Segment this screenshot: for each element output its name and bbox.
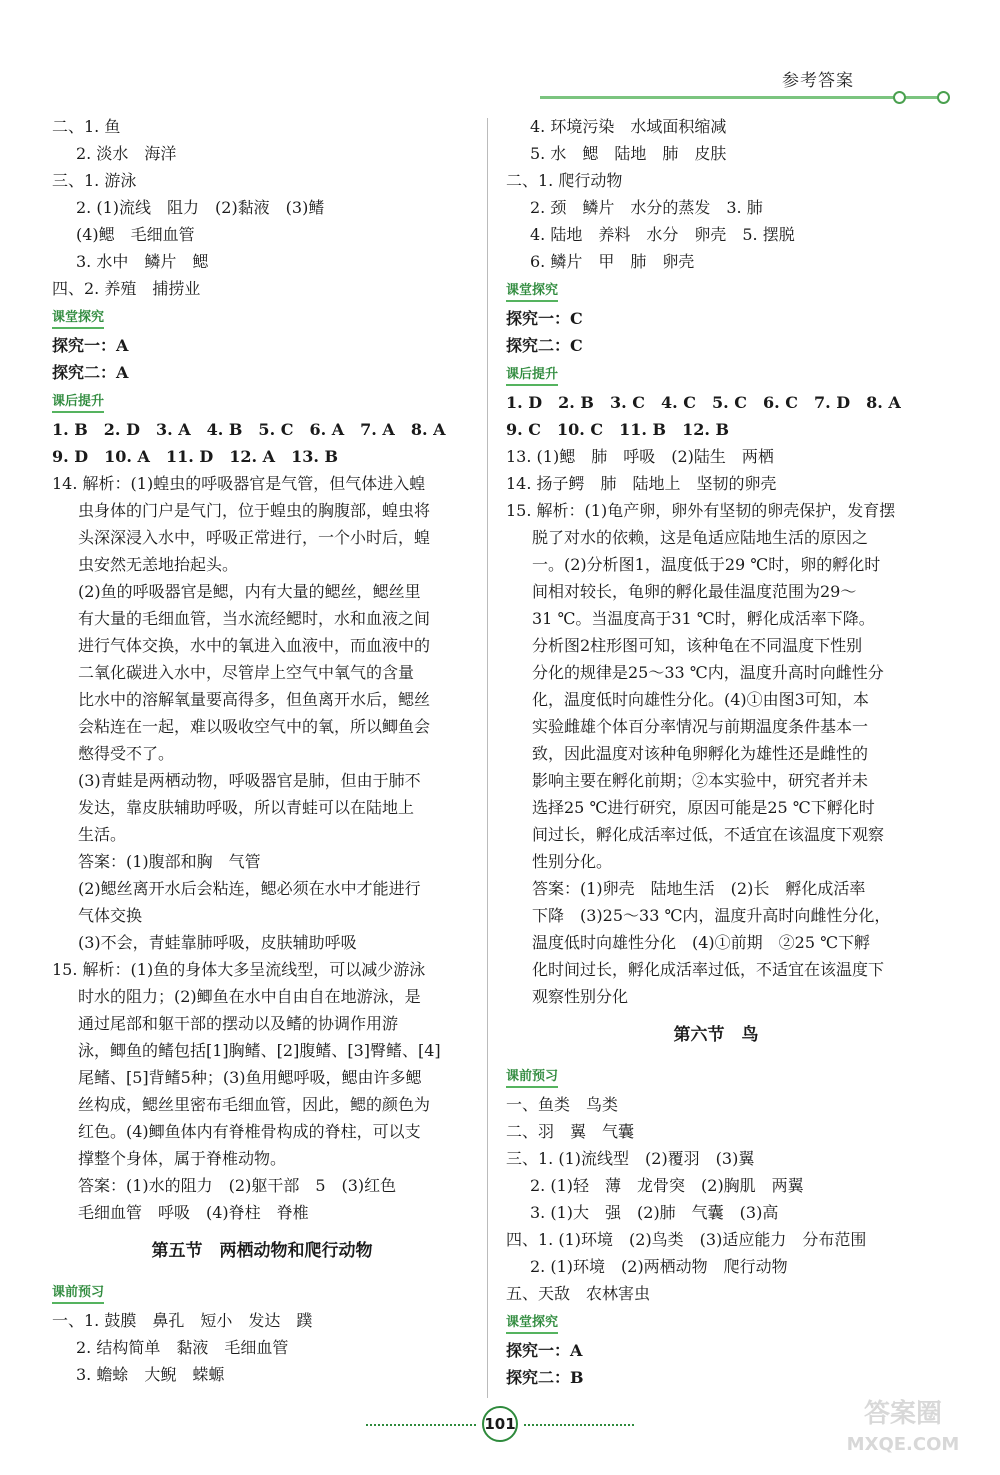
answer-line: 撑整个身体，属于脊椎动物。 bbox=[78, 1149, 287, 1168]
section-tag-row bbox=[506, 275, 926, 305]
answer-line: 探究一：A bbox=[506, 1341, 583, 1360]
answer-line: 间过长，孵化成活率过低，不适宜在该温度下观察 bbox=[532, 825, 885, 844]
section-tag-row bbox=[506, 359, 926, 389]
answer-line: 观察性别分化 bbox=[532, 987, 629, 1006]
answer-line: 化时间过长，孵化成活率过低，不适宜在该温度下 bbox=[532, 960, 885, 979]
section-tag-row bbox=[52, 386, 472, 416]
answer-line: 4. 环境污染 水域面积缩减 bbox=[530, 117, 727, 136]
section-heading: 第六节 鸟 bbox=[673, 1025, 759, 1045]
answer-line: 通过尾部和躯干部的摆动以及鳍的协调作用游 bbox=[78, 1014, 399, 1033]
answer-line: 6. 鳞片 甲 肺 卵壳 bbox=[530, 252, 695, 271]
answer-line: 2. 淡水 海洋 bbox=[76, 144, 177, 163]
answer-line: 探究二：C bbox=[506, 336, 583, 355]
answer-line: 3. 蟾蜍 大鲵 蝾螈 bbox=[76, 1365, 225, 1384]
page-header-title: 参考答案 bbox=[782, 71, 854, 91]
section-tag-row bbox=[506, 1061, 926, 1091]
answer-line: 3. (1)大 强 (2)肺 气囊 (3)高 bbox=[530, 1203, 779, 1222]
answer-line: 时水的阻力；(2)鲫鱼在水中自由自在地游泳，是 bbox=[78, 987, 421, 1006]
answer-line: 化，温度低时向雄性分化。(4)①由图3可知，本 bbox=[532, 690, 869, 709]
answer-line: 间相对较长，龟卵的孵化最佳温度范围为29～ bbox=[532, 582, 857, 601]
answer-line: 四、1. (1)环境 (2)鸟类 (3)适应能力 分布范围 bbox=[506, 1230, 867, 1249]
page-number: 101 bbox=[482, 1406, 518, 1442]
section-tag-row bbox=[52, 302, 472, 332]
header-rule bbox=[540, 96, 940, 99]
answer-line: 二氧化碳进入水中，尽管岸上空气中氧气的含量 bbox=[78, 663, 415, 682]
answer-line: 2. (1)环境 (2)两栖动物 爬行动物 bbox=[530, 1257, 788, 1276]
answer-line: 生活。 bbox=[78, 825, 127, 844]
answer-line: 二、1. 鱼 bbox=[52, 117, 121, 136]
answer-line: 脱了对水的依赖，这是龟适应陆地生活的原因之 bbox=[532, 528, 869, 547]
answer-line: 答案：(1)腹部和胸 气管 bbox=[78, 852, 261, 871]
answer-line: 一、1. 鼓膜 鼻孔 短小 发达 蹼 bbox=[52, 1311, 313, 1330]
answer-line: 下降 (3)25～33 ℃内，温度升高时向雌性分化， bbox=[532, 906, 891, 925]
answer-line: 性别分化。 bbox=[532, 852, 613, 871]
section-tag: 课堂探究 bbox=[506, 1314, 558, 1334]
answer-line: 比水中的溶解氧量要高得多，但鱼离开水后，鳃丝 bbox=[78, 690, 431, 709]
answer-line: 温度低时向雄性分化 (4)①前期 ②25 ℃下孵 bbox=[532, 933, 871, 952]
answer-line: 致，因此温度对该种龟卵孵化为雄性还是雌性的 bbox=[532, 744, 869, 763]
section-tag: 课后提升 bbox=[52, 393, 104, 413]
answer-line: 毛细血管 呼吸 (4)脊柱 脊椎 bbox=[78, 1203, 309, 1222]
header-dot-icon bbox=[893, 91, 906, 104]
answer-line: 分化的规律是25～33 ℃内，温度升高时向雌性分 bbox=[532, 663, 884, 682]
answer-line: 14. 解析：(1)蝗虫的呼吸器官是气管，但气体进入蝗 bbox=[52, 474, 426, 493]
answer-line: 有大量的毛细血管，当水流经鳃时，水和血液之间 bbox=[78, 609, 431, 628]
watermark-logo: 答案圈 MXQE.COM bbox=[846, 1399, 960, 1455]
answer-line: 选择25 ℃进行研究，原因可能是25 ℃下孵化时 bbox=[532, 798, 875, 817]
section-tag: 课堂探究 bbox=[506, 282, 558, 302]
left-column bbox=[52, 113, 472, 1388]
footer-dots-right bbox=[524, 1424, 634, 1426]
section-tag: 课堂探究 bbox=[52, 309, 104, 329]
answer-line: 2. 颈 鳞片 水分的蒸发 3. 肺 bbox=[530, 198, 763, 217]
answer-line: 探究一：C bbox=[506, 309, 583, 328]
answer-line: 5. 水 鳃 陆地 肺 皮肤 bbox=[530, 144, 727, 163]
answer-line: 泳，鲫鱼的鳍包括[1]胸鳍、[2]腹鳍、[3]臀鳍、[4] bbox=[78, 1041, 441, 1060]
answer-line: 答案：(1)卵壳 陆地生活 (2)长 孵化成活率 bbox=[532, 879, 866, 898]
answer-line: 探究二：B bbox=[506, 1368, 584, 1387]
answer-line: 虫安然无恙地抬起头。 bbox=[78, 555, 239, 574]
answer-line: 2. 结构简单 黏液 毛细血管 bbox=[76, 1338, 289, 1357]
answer-line: 一、鱼类 鸟类 bbox=[506, 1095, 619, 1114]
answer-line: 4. 陆地 养料 水分 卵壳 5. 摆脱 bbox=[530, 225, 795, 244]
answer-line: 9. C 10. C 11. B 12. B bbox=[506, 420, 730, 439]
answer-line: 2. (1)轻 薄 龙骨突 (2)胸肌 两翼 bbox=[530, 1176, 804, 1195]
answer-line: 探究二：A bbox=[52, 363, 129, 382]
answer-line: 9. D 10. A 11. D 12. A 13. B bbox=[52, 447, 339, 466]
right-column bbox=[506, 113, 926, 1391]
answer-line: 探究一：A bbox=[52, 336, 129, 355]
answer-line: 答案：(1)水的阻力 (2)躯干部 5 (3)红色 bbox=[78, 1176, 397, 1195]
answer-line: 尾鳍、[5]背鳍5种；(3)鱼用鳃呼吸，鳃由许多鳃 bbox=[78, 1068, 422, 1087]
answer-line: 14. 扬子鳄 肺 陆地上 坚韧的卵壳 bbox=[506, 474, 777, 493]
header-dot-icon bbox=[937, 91, 950, 104]
answer-line: 分析图2柱形图可知，该种龟在不同温度下性别 bbox=[532, 636, 863, 655]
answer-line: 1. D 2. B 3. C 4. C 5. C 6. C 7. D 8. A bbox=[506, 393, 901, 412]
section-tag: 课前预习 bbox=[506, 1068, 558, 1088]
column-divider bbox=[487, 118, 488, 1398]
answer-line: (4)鳃 毛细血管 bbox=[76, 225, 195, 244]
answer-line: 虫身体的门户是气门，位于蝗虫的胸腹部，蝗虫将 bbox=[78, 501, 431, 520]
answer-line: 发达，靠皮肤辅助呼吸，所以青蛙可以在陆地上 bbox=[78, 798, 415, 817]
section-tag-row bbox=[52, 1277, 472, 1307]
answer-line: 实验雌雄个体百分率情况与前期温度条件基本一 bbox=[532, 717, 869, 736]
section-tag: 课前预习 bbox=[52, 1284, 104, 1304]
answer-line: 15. 解析：(1)龟产卵，卵外有坚韧的卵壳保护，发育摆 bbox=[506, 501, 896, 520]
answer-line: 气体交换 bbox=[78, 906, 143, 925]
answer-line: 五、天敌 农林害虫 bbox=[506, 1284, 651, 1303]
answer-line: 三、1. (1)流线型 (2)覆羽 (3)翼 bbox=[506, 1149, 755, 1168]
answer-line: 15. 解析：(1)鱼的身体大多呈流线型，可以减少游泳 bbox=[52, 960, 426, 979]
answer-line: 会粘连在一起，难以吸收空气中的氧，所以鲫鱼会 bbox=[78, 717, 431, 736]
answer-line: 1. B 2. D 3. A 4. B 5. C 6. A 7. A 8. A bbox=[52, 420, 446, 439]
answer-line: 31 ℃。当温度高于31 ℃时，孵化成活率下降。 bbox=[532, 609, 875, 628]
answer-line: (3)不会，青蛙靠肺呼吸，皮肤辅助呼吸 bbox=[78, 933, 357, 952]
answer-line: (3)青蛙是两栖动物，呼吸器官是肺，但由于肺不 bbox=[78, 771, 421, 790]
answer-line: 影响主要在孵化前期；②本实验中，研究者并未 bbox=[532, 771, 869, 790]
answer-line: 头深深浸入水中，呼吸正常进行，一个小时后，蝗 bbox=[78, 528, 431, 547]
answer-line: 丝构成，鳃丝里密布毛细血管，因此，鳃的颜色为 bbox=[78, 1095, 431, 1114]
answer-line: 3. 水中 鳞片 鳃 bbox=[76, 252, 209, 271]
answer-line: 2. (1)流线 阻力 (2)黏液 (3)鳍 bbox=[76, 198, 325, 217]
answer-line: 进行气体交换，水中的氧进入血液中，而血液中的 bbox=[78, 636, 431, 655]
answer-line: 13. (1)鳃 肺 呼吸 (2)陆生 两栖 bbox=[506, 447, 774, 466]
answer-line: 二、羽 翼 气囊 bbox=[506, 1122, 635, 1141]
answer-line: 二、1. 爬行动物 bbox=[506, 171, 623, 190]
section-tag-row bbox=[506, 1307, 926, 1337]
answer-line: (2)鳃丝离开水后会粘连，鳃必须在水中才能进行 bbox=[78, 879, 421, 898]
answer-line: (2)鱼的呼吸器官是鳃，内有大量的鳃丝，鳃丝里 bbox=[78, 582, 421, 601]
answer-line: 一。(2)分析图1，温度低于29 ℃时，卵的孵化时 bbox=[532, 555, 881, 574]
section-tag: 课后提升 bbox=[506, 366, 558, 386]
answer-line: 四、2. 养殖 捕捞业 bbox=[52, 279, 201, 298]
answer-line: 红色。(4)鲫鱼体内有脊椎骨构成的脊柱，可以支 bbox=[78, 1122, 421, 1141]
answer-line: 憋得受不了。 bbox=[78, 744, 175, 763]
answer-line: 三、1. 游泳 bbox=[52, 171, 137, 190]
section-heading: 第五节 两栖动物和爬行动物 bbox=[151, 1241, 373, 1261]
footer-dots-left bbox=[366, 1424, 476, 1426]
